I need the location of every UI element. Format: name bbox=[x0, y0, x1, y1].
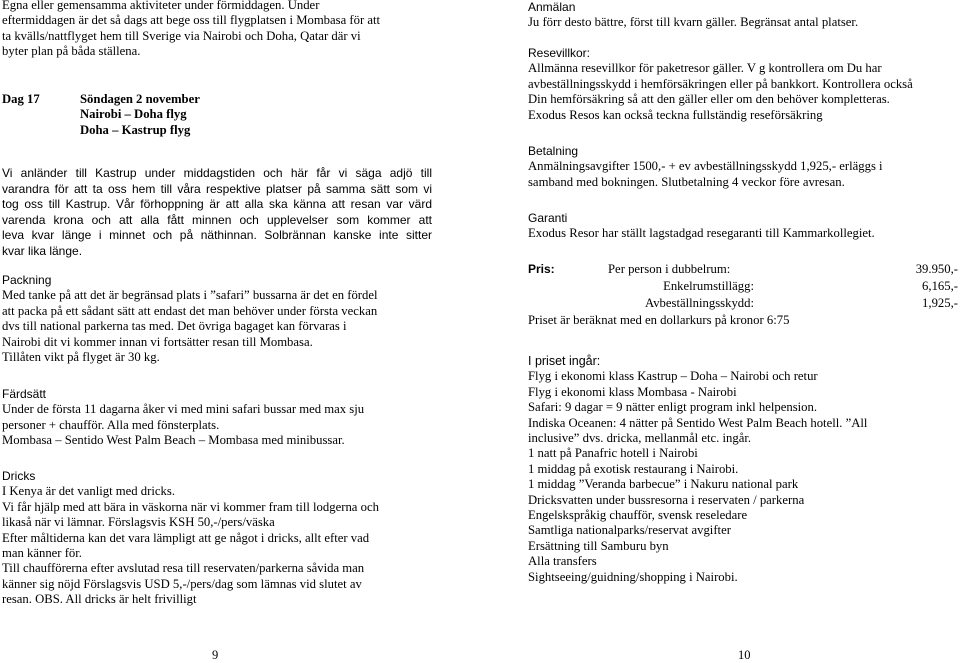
text-line: känner sig nöjd Förslagsvis USD 5,-/pers/dag som lämnas vid slutet av bbox=[2, 576, 362, 591]
price-name: Avbeställningsskydd: bbox=[644, 296, 754, 310]
price-name: Per person i dubbelrum: bbox=[608, 262, 731, 276]
list-item: 1 middag ”Veranda barbecue” i Nakuru national park bbox=[528, 477, 799, 492]
text-line: Ju förr desto bättre, först till kvarn gäller. Begränsat antal platser. bbox=[528, 15, 859, 30]
text-line: man känner för. bbox=[2, 546, 82, 561]
text-line: resan. OBS. All dricks är helt frivilligt bbox=[2, 592, 197, 607]
day-title-route-2: Doha – Kastrup flyg bbox=[80, 122, 191, 137]
text-line: kvar lika länge. bbox=[2, 243, 83, 258]
payment-section bbox=[528, 144, 960, 190]
text-line: ta kvälls/nattflyget hem till Sverige via Nairobi och Doha, Qatar där vi bbox=[2, 28, 361, 43]
text-line: Efter måltiderna kan det vara lämpligt att ge något i dricks, allt efter vad bbox=[2, 530, 370, 545]
text-line: Din hemförsäkring så att den gäller eller om den behöver kompletteras. bbox=[528, 92, 890, 107]
day-title-date: Söndagen 2 november bbox=[80, 92, 200, 106]
list-item: Safari: 9 dagar = 9 nätter enligt program inkl helpension. bbox=[528, 400, 818, 415]
text-line: Till chaufförerna efter avslutad resa till reservaten/parkerna såvida man bbox=[2, 561, 365, 576]
tips-heading: Dricks bbox=[2, 469, 36, 483]
text-line: Anmälningsavgifter 1500,- + ev avbeställningsskydd 1,925,- erläggs i bbox=[528, 159, 883, 174]
arrival-paragraph bbox=[2, 166, 432, 260]
price-value: 6,165,- bbox=[922, 279, 958, 293]
list-item: Dricksvatten under bussresorna i reservaten / parkerna bbox=[528, 492, 805, 507]
text-line: Med tanke på att det är begränsad plats i ”safari” bussarna är det en fördel bbox=[2, 288, 378, 303]
text-line: I Kenya är det vanligt med dricks. bbox=[2, 484, 175, 499]
text-line: Nairobi dit vi kommer innan vi fortsätter resan till Mombasa. bbox=[2, 334, 313, 349]
text-line: tog oss till Kastrup. Vår förhoppning är att alla ska känna att resan var värd bbox=[2, 197, 432, 212]
packing-heading: Packning bbox=[2, 273, 52, 287]
day-titles bbox=[80, 92, 200, 138]
registration-heading: Anmälan bbox=[528, 0, 576, 14]
list-item: Samtliga nationalparks/reservat avgifter bbox=[528, 523, 731, 538]
list-item: Ersättning till Samburu byn bbox=[528, 538, 669, 553]
text-line: samband med bokningen. Slutbetalning 4 veckor före avresan. bbox=[528, 174, 845, 189]
price-value: 39.950,- bbox=[915, 262, 958, 276]
price-label: Pris: bbox=[528, 262, 555, 276]
price-row bbox=[528, 279, 960, 296]
list-item: Engelskspråkig chaufför, svensk reseledare bbox=[528, 508, 748, 523]
text-line: avbeställningsskydd i hemförsäkringen eller på bankkort. Kontrollera också bbox=[528, 76, 913, 91]
text-line: likaså när vi lämnar. Förslagsvis KSH 50,-/pers/väska bbox=[2, 515, 275, 530]
registration-section bbox=[528, 0, 960, 31]
list-item: 1 natt på Panafric hotell i Nairobi bbox=[528, 446, 698, 461]
text-line: Vi får hjälp med att bära in väskorna när vi kommer fram till lodgerna och bbox=[2, 499, 379, 514]
included-section bbox=[528, 354, 960, 585]
text-line: Vi anländer till Kastrup under middagstiden och här får vi säga adjö till bbox=[2, 166, 432, 180]
transport-heading: Färdsätt bbox=[2, 387, 47, 401]
guarantee-section bbox=[528, 211, 960, 242]
text-line: varandra för att ta oss hem till våra respektive platser på samma sätt som vi bbox=[2, 181, 432, 196]
list-item: Flyg i ekonomi klass Mombasa - Nairobi bbox=[528, 384, 737, 399]
intro-paragraph bbox=[2, 0, 432, 60]
price-value: 1,925,- bbox=[922, 296, 958, 310]
text-line: att packa på ett sådant sätt att endast det man behöver under första veckan bbox=[2, 303, 378, 318]
list-item: Alla transfers bbox=[528, 554, 597, 569]
day-label: Dag 17 bbox=[2, 92, 40, 106]
list-item: 1 middag på exotisk restaurang i Nairobi. bbox=[528, 461, 739, 476]
booking-terms-heading: Resevillkor: bbox=[528, 46, 591, 60]
text-line: Mombasa – Sentido West Palm Beach – Mombasa med minibussar. bbox=[2, 433, 345, 448]
text-line: dvs till national parkerna tas med. Det övriga bagaget kan förvaras i bbox=[2, 319, 347, 334]
text-line: eftermiddagen är det så dags att bege oss till flygplatsen i Mombasa för att bbox=[2, 13, 381, 28]
text-line: Exodus Resor har ställt lagstadgad resegaranti till Kammarkollegiet. bbox=[528, 226, 875, 241]
text-line: varenda krona och att alla fått minnen och upplevelser som kommer att bbox=[2, 212, 432, 227]
page-number: 10 bbox=[738, 648, 751, 662]
text-line: leva kvar länge i minnet och på näthinnan. Solbrännan kanske inte sitter bbox=[2, 228, 432, 243]
text-line: Exodus Resos kan också teckna fullständig reseförsäkring bbox=[528, 107, 823, 122]
list-item: Indiska Oceanen: 4 nätter på Sentido West Palm Beach hotell. ”All bbox=[528, 415, 868, 430]
text-line: Tillåten vikt på flyget är 30 kg. bbox=[2, 350, 160, 365]
text-line: Egna eller gemensamma aktiviteter under förmiddagen. Under bbox=[2, 0, 320, 12]
price-note: Priset är beräknat med en dollarkurs på kronor 6:75 bbox=[528, 313, 790, 327]
included-heading: I priset ingår: bbox=[528, 354, 601, 368]
day-title-route-1: Nairobi – Doha flyg bbox=[80, 107, 187, 122]
price-name: Enkelrumstillägg: bbox=[663, 279, 754, 293]
text-line: Under de första 11 dagarna åker vi med mini safari bussar med max sju bbox=[2, 402, 365, 417]
price-row bbox=[528, 296, 960, 313]
transport-section bbox=[2, 387, 432, 449]
text-line: Allmänna resevillkor för paketresor gäller. V g kontrollera om Du har bbox=[528, 61, 882, 76]
list-item: Flyg i ekonomi klass Kastrup – Doha – Nairobi och retur bbox=[528, 369, 818, 384]
payment-heading: Betalning bbox=[528, 144, 579, 158]
tips-section bbox=[2, 469, 432, 608]
text-line: byter plan på båda ställena. bbox=[2, 44, 141, 59]
list-item: Sightseeing/guidning/shopping i Nairobi. bbox=[528, 569, 738, 584]
booking-terms-section bbox=[528, 46, 960, 123]
page-number: 9 bbox=[212, 648, 219, 662]
price-table bbox=[528, 262, 960, 328]
text-line: personer + chaufför. Alla med fönsterplats. bbox=[2, 417, 220, 432]
packing-section bbox=[2, 273, 432, 365]
list-item: inclusive” dvs. dricka, mellanmål etc. ingår. bbox=[528, 431, 752, 446]
guarantee-heading: Garanti bbox=[528, 211, 568, 225]
price-row bbox=[528, 262, 960, 279]
